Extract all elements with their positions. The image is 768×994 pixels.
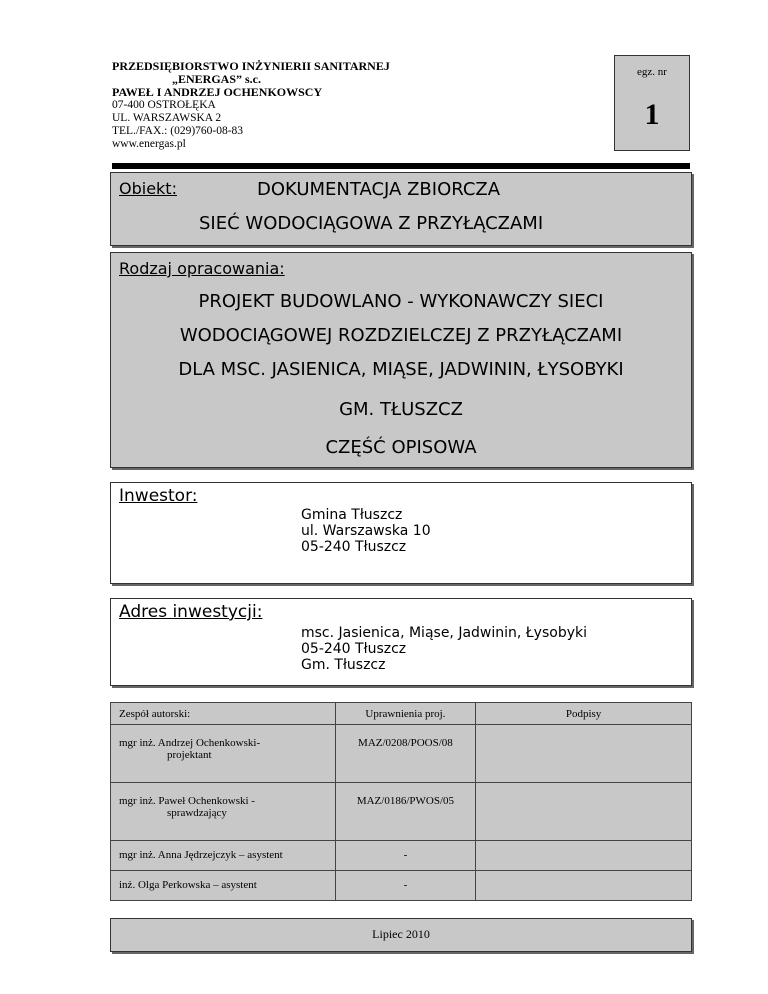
investor-label: Inwestor: (119, 486, 198, 506)
table-row (111, 841, 692, 871)
table-row (111, 871, 692, 901)
investment-address-label: Adres inwestycji: (119, 602, 263, 622)
author-license: MAZ/0208/POOS/08 (358, 737, 453, 749)
investor-street: ul. Warszawska 10 (301, 523, 431, 539)
company-phone: TEL./FAX.: (029)760-08-83 (112, 125, 244, 137)
document-type-line: WODOCIĄGOWEJ ROZDZIELCZEJ Z PRZYŁĄCZAMI (179, 325, 623, 346)
signature-cell (476, 783, 692, 841)
investor-box (110, 482, 692, 584)
copy-number-label: egz. nr (637, 66, 667, 78)
signature-cell (476, 841, 692, 871)
author-name: mgr inż. Anna Jędrzejczyk – asystent (119, 849, 283, 861)
object-subtitle: SIEĆ WODOCIĄGOWA Z PRZYŁĄCZAMI (199, 213, 544, 234)
header-authors: Zespół autorski: (111, 703, 336, 725)
company-name: PRZEDSIĘBIORSTWO INŻYNIERII SANITARNEJ (112, 59, 390, 73)
document-date: Lipiec 2010 (372, 927, 430, 941)
document-type-line: DLA MSC. JASIENICA, MIĄSE, JADWININ, ŁYSOBYKI (178, 359, 624, 380)
author-name: mgr inż. Andrzej Ochenkowski- (119, 737, 261, 749)
header-licenses: Uprawnienia proj. (335, 703, 475, 725)
copy-number: 1 (644, 98, 660, 131)
company-brand: „ENERGAS” s.c. (172, 72, 262, 86)
investor-name: Gmina Tłuszcz (301, 507, 403, 523)
author-license: MAZ/0186/PWOS/05 (356, 795, 455, 807)
document-type-label: Rodzaj opracowania: (119, 259, 285, 278)
table-row (111, 725, 692, 783)
company-header (112, 60, 512, 151)
header-divider (112, 163, 690, 169)
date-box (110, 918, 692, 952)
investor-city: 05-240 Tłuszcz (301, 539, 407, 555)
investment-postcode: 05-240 Tłuszcz (301, 641, 407, 657)
table-row (111, 783, 692, 841)
investment-commune: Gm. Tłuszcz (301, 657, 386, 673)
object-title: DOKUMENTACJA ZBIORCZA (257, 179, 501, 200)
investment-locations: msc. Jasienica, Miąse, Jadwinin, Łysobyki (301, 625, 587, 641)
copy-number-box (614, 55, 690, 151)
authors-table (110, 702, 692, 901)
table-header-row (111, 703, 692, 725)
author-role: sprawdzający (167, 807, 227, 819)
signature-cell (476, 725, 692, 783)
author-role: projektant (167, 749, 212, 761)
author-license: - (403, 849, 408, 861)
document-type-line: GM. TŁUSZCZ (339, 399, 463, 420)
document-type-box (110, 252, 692, 468)
document-type-line: PROJEKT BUDOWLANO - WYKONAWCZY SIECI (198, 291, 604, 312)
company-website: www.energas.pl (112, 138, 186, 150)
company-owners: PAWEŁ I ANDRZEJ OCHENKOWSCY (112, 85, 323, 99)
company-street: UL. WARSZAWSKA 2 (112, 112, 222, 124)
author-license: - (403, 879, 408, 891)
signature-cell (476, 871, 692, 901)
object-box (110, 172, 692, 246)
company-postcode: 07-400 OSTROŁĘKA (112, 99, 216, 111)
author-name: mgr inż. Paweł Ochenkowski - (119, 795, 255, 807)
investment-address-box (110, 598, 692, 686)
document-type-line: CZĘŚĆ OPISOWA (325, 437, 477, 458)
header-signatures: Podpisy (476, 703, 692, 725)
author-name: inż. Olga Perkowska – asystent (119, 879, 257, 891)
object-label: Obiekt: (119, 179, 177, 198)
